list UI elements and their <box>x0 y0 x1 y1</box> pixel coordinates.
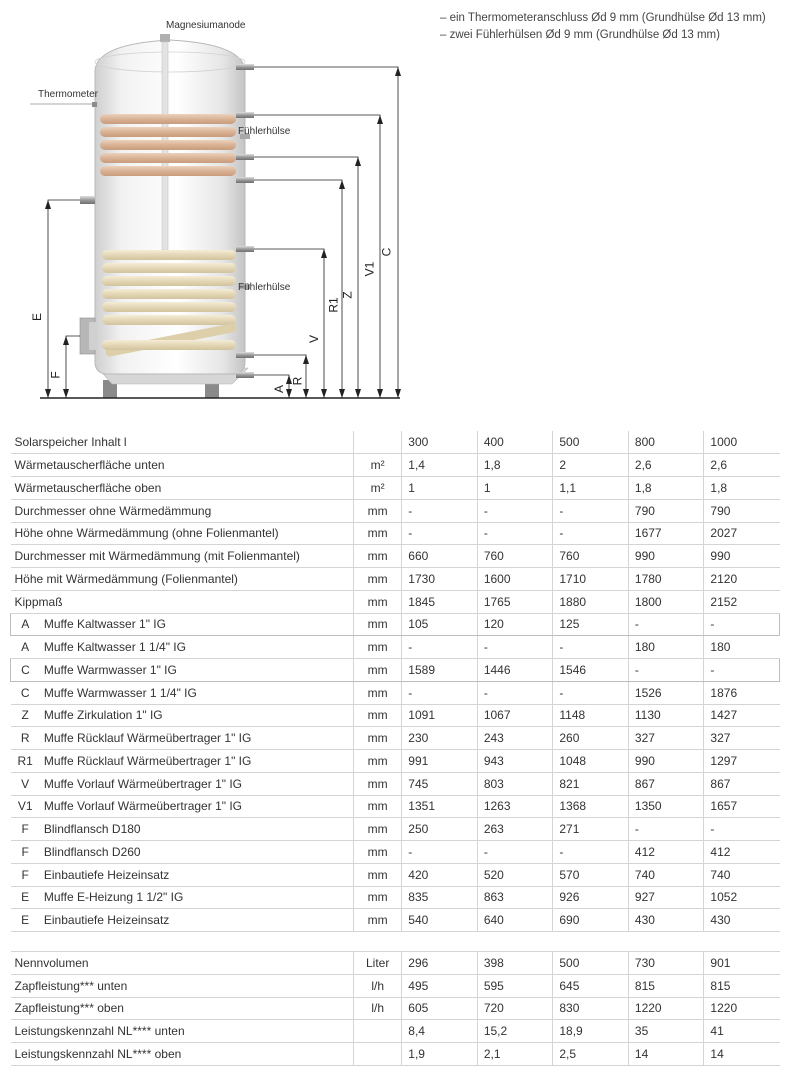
value-cell: - <box>477 636 553 659</box>
value-cell: 1677 <box>628 522 704 545</box>
value-cell: - <box>628 818 704 841</box>
value-cell: 863 <box>477 886 553 909</box>
value-cell: 1,8 <box>477 454 553 477</box>
table-row <box>11 863 780 886</box>
row-label: Nennvolumen <box>11 952 354 975</box>
table-row <box>11 997 780 1020</box>
value-cell: 1427 <box>704 704 780 727</box>
value-cell: 271 <box>553 818 629 841</box>
value-cell: 1,1 <box>553 477 629 500</box>
row-label: Durchmesser ohne Wärmedämmung <box>11 499 354 522</box>
value-cell: 420 <box>402 863 478 886</box>
row-label: Höhe ohne Wärmedämmung (ohne Folienmantel) <box>11 522 354 545</box>
value-cell: - <box>402 841 478 864</box>
value-cell: 495 <box>402 974 478 997</box>
value-cell: 1880 <box>553 590 629 613</box>
table-row <box>11 454 780 477</box>
value-cell: 1350 <box>628 795 704 818</box>
value-cell: 1297 <box>704 750 780 773</box>
value-cell: 125 <box>553 613 629 636</box>
dimension-code: F <box>11 841 40 864</box>
value-cell: 815 <box>628 974 704 997</box>
value-cell: 1000 <box>704 431 780 454</box>
value-cell: 1800 <box>628 590 704 613</box>
table-row <box>11 750 780 773</box>
unit-cell: mm <box>354 545 402 568</box>
value-cell: 2,5 <box>553 1043 629 1066</box>
specification-table <box>10 431 780 1066</box>
value-cell: 1351 <box>402 795 478 818</box>
table-spacer-row <box>11 932 780 952</box>
dim-label-a: A <box>272 384 287 394</box>
unit-cell: mm <box>354 613 402 636</box>
tank-drawing <box>0 0 430 415</box>
unit-cell: mm <box>354 568 402 591</box>
dim-label-c: C <box>379 247 394 257</box>
tank-diagram <box>0 0 430 415</box>
value-cell: 250 <box>402 818 478 841</box>
value-cell: 740 <box>628 863 704 886</box>
table-row <box>11 590 780 613</box>
row-label: Blindflansch D260 <box>40 841 354 864</box>
value-cell: - <box>402 681 478 704</box>
value-cell: 8,4 <box>402 1020 478 1043</box>
value-cell: 901 <box>704 952 780 975</box>
row-label: Wärmetauscherfläche oben <box>11 477 354 500</box>
value-cell: 18,9 <box>553 1020 629 1043</box>
value-cell: 1091 <box>402 704 478 727</box>
value-cell: 867 <box>704 772 780 795</box>
dim-label-e: E <box>30 312 45 322</box>
table-row <box>11 795 780 818</box>
specification-table-body <box>11 431 780 1065</box>
value-cell: 927 <box>628 886 704 909</box>
value-cell: 2,6 <box>704 454 780 477</box>
row-label: Leistungskennzahl NL**** unten <box>11 1020 354 1043</box>
unit-cell: m² <box>354 454 402 477</box>
row-label: Blindflansch D180 <box>40 818 354 841</box>
value-cell: 745 <box>402 772 478 795</box>
table-row <box>11 727 780 750</box>
value-cell: 595 <box>477 974 553 997</box>
value-cell: 1546 <box>553 659 629 682</box>
value-cell: - <box>553 681 629 704</box>
dimension-code: A <box>11 613 40 636</box>
row-label: Muffe Rücklauf Wärmeübertrager 1" IG <box>40 727 354 750</box>
value-cell: 1052 <box>704 886 780 909</box>
value-cell: 645 <box>553 974 629 997</box>
table-row <box>11 681 780 704</box>
value-cell: - <box>553 499 629 522</box>
dimension-code: Z <box>11 704 40 727</box>
value-cell: 300 <box>402 431 478 454</box>
unit-cell: mm <box>354 727 402 750</box>
value-cell: 720 <box>477 997 553 1020</box>
value-cell: 1526 <box>628 681 704 704</box>
unit-cell: Liter <box>354 952 402 975</box>
value-cell: 835 <box>402 886 478 909</box>
unit-cell: mm <box>354 772 402 795</box>
value-cell: 15,2 <box>477 1020 553 1043</box>
value-cell: - <box>477 681 553 704</box>
value-cell: 1,4 <box>402 454 478 477</box>
sensor-sleeve-bottom-label: Fühlerhülse <box>238 282 291 293</box>
table-row <box>11 952 780 975</box>
value-cell: - <box>553 841 629 864</box>
row-label: Wärmetauscherfläche unten <box>11 454 354 477</box>
value-cell: 2,6 <box>628 454 704 477</box>
value-cell: 570 <box>553 863 629 886</box>
value-cell: 400 <box>477 431 553 454</box>
table-row <box>11 568 780 591</box>
value-cell: - <box>628 659 704 682</box>
value-cell: 815 <box>704 974 780 997</box>
table-row <box>11 499 780 522</box>
value-cell: 120 <box>477 613 553 636</box>
value-cell: 260 <box>553 727 629 750</box>
dimension-code: E <box>11 909 40 932</box>
row-label: Kippmaß <box>11 590 354 613</box>
value-cell: 412 <box>704 841 780 864</box>
table-row <box>11 772 780 795</box>
table-row <box>11 659 780 682</box>
unit-cell: mm <box>354 909 402 932</box>
row-label: Zapfleistung*** unten <box>11 974 354 997</box>
value-cell: 760 <box>553 545 629 568</box>
value-cell: 430 <box>628 909 704 932</box>
value-cell: 1220 <box>628 997 704 1020</box>
value-cell: 14 <box>628 1043 704 1066</box>
row-label: Solarspeicher Inhalt l <box>11 431 354 454</box>
unit-cell: l/h <box>354 974 402 997</box>
row-label: Muffe Kaltwasser 1" IG <box>40 613 354 636</box>
value-cell: 803 <box>477 772 553 795</box>
value-cell: 500 <box>553 952 629 975</box>
dimension-code: F <box>11 863 40 886</box>
value-cell: 1067 <box>477 704 553 727</box>
value-cell: - <box>704 818 780 841</box>
unit-cell: mm <box>354 522 402 545</box>
sensor-sleeve-top-label: Fühlerhülse <box>238 126 291 137</box>
dimension-code: C <box>11 659 40 682</box>
value-cell: 1730 <box>402 568 478 591</box>
value-cell: 2,1 <box>477 1043 553 1066</box>
value-cell: 2027 <box>704 522 780 545</box>
unit-cell: mm <box>354 659 402 682</box>
table-row <box>11 545 780 568</box>
unit-cell: mm <box>354 886 402 909</box>
table-row <box>11 886 780 909</box>
magnesium-anode-label: Magnesiumanode <box>166 20 246 31</box>
value-cell: - <box>477 499 553 522</box>
value-cell: 990 <box>704 545 780 568</box>
value-cell: - <box>402 636 478 659</box>
unit-cell <box>354 431 402 454</box>
dimension-code: R <box>11 727 40 750</box>
value-cell: 2152 <box>704 590 780 613</box>
value-cell: 1220 <box>704 997 780 1020</box>
value-cell: 690 <box>553 909 629 932</box>
value-cell: 605 <box>402 997 478 1020</box>
unit-cell <box>354 1043 402 1066</box>
thermometer-label: Thermometer <box>38 89 99 100</box>
value-cell: 2 <box>553 454 629 477</box>
value-cell: 243 <box>477 727 553 750</box>
value-cell: 1657 <box>704 795 780 818</box>
value-cell: 1 <box>402 477 478 500</box>
value-cell: 1876 <box>704 681 780 704</box>
value-cell: 730 <box>628 952 704 975</box>
dimension-code: V <box>11 772 40 795</box>
value-cell: 412 <box>628 841 704 864</box>
table-row <box>11 1020 780 1043</box>
value-cell: 520 <box>477 863 553 886</box>
table-row <box>11 909 780 932</box>
value-cell: 1710 <box>553 568 629 591</box>
row-label: Durchmesser mit Wärmedämmung (mit Folienmantel) <box>11 545 354 568</box>
value-cell: 230 <box>402 727 478 750</box>
value-cell: - <box>402 522 478 545</box>
value-cell: 35 <box>628 1020 704 1043</box>
value-cell: 640 <box>477 909 553 932</box>
unit-cell: mm <box>354 750 402 773</box>
table-row <box>11 636 780 659</box>
blind-flange-plate <box>89 322 97 350</box>
value-cell: 1130 <box>628 704 704 727</box>
value-cell: - <box>704 659 780 682</box>
row-label: Muffe Vorlauf Wärmeübertrager 1" IG <box>40 772 354 795</box>
unit-cell: l/h <box>354 997 402 1020</box>
table-row <box>11 431 780 454</box>
value-cell: 1,8 <box>704 477 780 500</box>
unit-cell: mm <box>354 636 402 659</box>
dimension-code: V1 <box>11 795 40 818</box>
row-label: Muffe Rücklauf Wärmeübertrager 1" IG <box>40 750 354 773</box>
unit-cell <box>354 1020 402 1043</box>
value-cell: 740 <box>704 863 780 886</box>
feature-notes <box>440 10 766 44</box>
table-row <box>11 522 780 545</box>
value-cell: 790 <box>704 499 780 522</box>
table-row <box>11 974 780 997</box>
table-row <box>11 1043 780 1066</box>
anode-cap <box>160 34 170 42</box>
value-cell: - <box>553 522 629 545</box>
e-heater-socket <box>80 196 95 204</box>
row-label: Zapfleistung*** oben <box>11 997 354 1020</box>
value-cell: 180 <box>704 636 780 659</box>
value-cell: 926 <box>553 886 629 909</box>
value-cell: 800 <box>628 431 704 454</box>
value-cell: 1 <box>477 477 553 500</box>
unit-cell: mm <box>354 795 402 818</box>
row-label: Muffe Vorlauf Wärmeübertrager 1" IG <box>40 795 354 818</box>
value-cell: 1,8 <box>628 477 704 500</box>
unit-cell: mm <box>354 590 402 613</box>
value-cell: 327 <box>628 727 704 750</box>
value-cell: 867 <box>628 772 704 795</box>
value-cell: 790 <box>628 499 704 522</box>
table-row <box>11 818 780 841</box>
value-cell: 430 <box>704 909 780 932</box>
value-cell: 180 <box>628 636 704 659</box>
value-cell: 327 <box>704 727 780 750</box>
value-cell: 263 <box>477 818 553 841</box>
dimension-code: F <box>11 818 40 841</box>
value-cell: 296 <box>402 952 478 975</box>
value-cell: 2120 <box>704 568 780 591</box>
thermometer-socket <box>92 102 97 107</box>
value-cell: 1780 <box>628 568 704 591</box>
dimension-code: R1 <box>11 750 40 773</box>
unit-cell: mm <box>354 499 402 522</box>
dim-label-z: Z <box>340 291 355 299</box>
value-cell: 990 <box>628 545 704 568</box>
value-cell: 1600 <box>477 568 553 591</box>
unit-cell: m² <box>354 477 402 500</box>
value-cell: 1765 <box>477 590 553 613</box>
value-cell: 1148 <box>553 704 629 727</box>
value-cell: 1845 <box>402 590 478 613</box>
value-cell: 398 <box>477 952 553 975</box>
row-label: Einbautiefe Heizeinsatz <box>40 863 354 886</box>
dim-label-r1: R1 <box>326 297 341 313</box>
dim-label-f: F <box>48 371 63 379</box>
row-label: Muffe Warmwasser 1 1/4" IG <box>40 681 354 704</box>
value-cell: 821 <box>553 772 629 795</box>
value-cell: 41 <box>704 1020 780 1043</box>
value-cell: 660 <box>402 545 478 568</box>
value-cell: - <box>402 499 478 522</box>
value-cell: 14 <box>704 1043 780 1066</box>
row-label: Muffe Warmwasser 1" IG <box>40 659 354 682</box>
value-cell: 1368 <box>553 795 629 818</box>
value-cell: - <box>704 613 780 636</box>
value-cell: 1048 <box>553 750 629 773</box>
dim-label-v: V <box>307 334 322 344</box>
unit-cell: mm <box>354 841 402 864</box>
row-label: Höhe mit Wärmedämmung (Folienmantel) <box>11 568 354 591</box>
upper-heat-exchanger-coil <box>100 114 236 176</box>
dimension-code: C <box>11 681 40 704</box>
dimension-code: A <box>11 636 40 659</box>
row-label: Muffe Kaltwasser 1 1/4" IG <box>40 636 354 659</box>
unit-cell: mm <box>354 818 402 841</box>
table-row <box>11 477 780 500</box>
row-label: Muffe E-Heizung 1 1/2" IG <box>40 886 354 909</box>
note-thermometer-socket: – ein Thermometeranschluss Ød 9 mm (Grundhülse Ød 13 mm) <box>440 12 766 24</box>
dim-label-r: R <box>290 376 305 386</box>
table-row <box>11 613 780 636</box>
value-cell: - <box>553 636 629 659</box>
value-cell: 540 <box>402 909 478 932</box>
value-cell: - <box>628 613 704 636</box>
value-cell: 760 <box>477 545 553 568</box>
value-cell: - <box>477 522 553 545</box>
value-cell: 830 <box>553 997 629 1020</box>
value-cell: 1446 <box>477 659 553 682</box>
dimension-code: E <box>11 886 40 909</box>
value-cell: 943 <box>477 750 553 773</box>
value-cell: 1589 <box>402 659 478 682</box>
value-cell: 1,9 <box>402 1043 478 1066</box>
note-sensor-sleeves: – zwei Fühlerhülsen Ød 9 mm (Grundhülse Ød 13 mm) <box>440 29 720 41</box>
dim-label-v1: V1 <box>362 261 377 277</box>
value-cell: 990 <box>628 750 704 773</box>
value-cell: - <box>477 841 553 864</box>
unit-cell: mm <box>354 704 402 727</box>
unit-cell: mm <box>354 863 402 886</box>
value-cell: 1263 <box>477 795 553 818</box>
value-cell: 500 <box>553 431 629 454</box>
row-label: Muffe Zirkulation 1" IG <box>40 704 354 727</box>
value-cell: 991 <box>402 750 478 773</box>
unit-cell: mm <box>354 681 402 704</box>
value-cell: 105 <box>402 613 478 636</box>
table-row <box>11 841 780 864</box>
table-row <box>11 704 780 727</box>
row-label: Einbautiefe Heizeinsatz <box>40 909 354 932</box>
row-label: Leistungskennzahl NL**** oben <box>11 1043 354 1066</box>
